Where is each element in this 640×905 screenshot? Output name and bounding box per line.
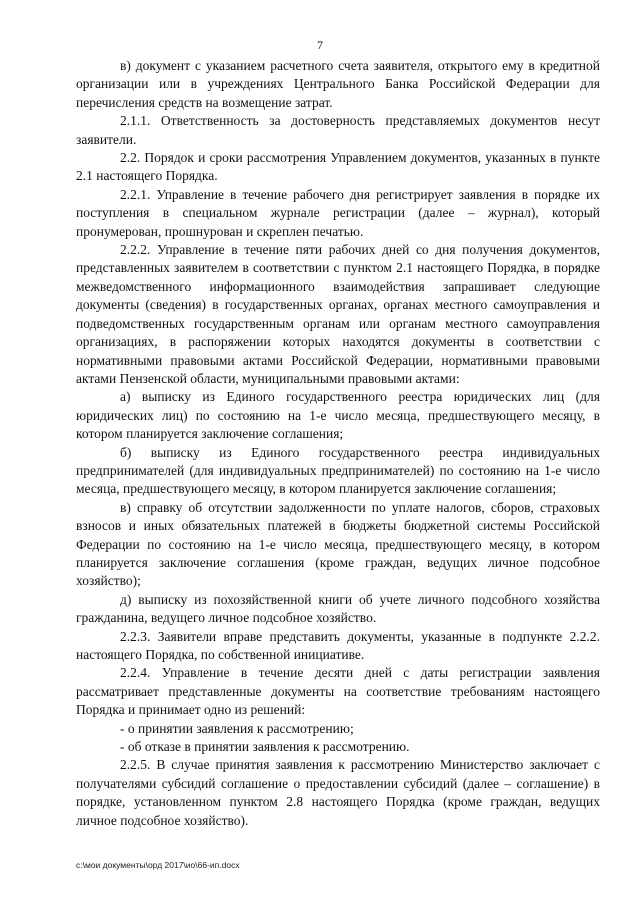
page-number: 7: [317, 38, 323, 52]
paragraph-3v-bank-account: в) документ с указанием расчетного счета заявителя, открытого ему в кредитной организации или в учреждениях Центрального Банка Российской Федерации для перечисления средств на возмещение затрат.: [76, 58, 600, 110]
paragraph-2-2-2: 2.2.2. Управление в течение пяти рабочих дней со дня получения документов, представленных заявителем в соответствии с пунктом 2.1 настоящего Порядка, в порядке межведомственного информационного взаимодействия запрашивает следующие документы (сведения) в государственных органах, органах местного самоуправления и подведомственных государственным органам или органам местного самоуправления организациях, в распоряжении которых находятся документы в соответствии с нормативными правовыми актами Российской Федерации, нормативными правовыми актами Пензенской области, муниципальными правовыми актами:: [76, 242, 600, 386]
paragraph-2-2-5: 2.2.5. В случае принятия заявления к рассмотрению Министерство заключает с получателями субсидий соглашение о предоставлении субсидий (далее – соглашение) в порядке, установленном пунктом 2.8 настоящего Порядка (кроме граждан, ведущих личное подсобное хозяйство).: [76, 757, 600, 828]
paragraph-2-2-1: 2.2.1. Управление в течение рабочего дня регистрирует заявления в порядке их поступления в специальном журнале регистрации (далее – журнал), который пронумерован, прошнурован и скреплен печатью.: [76, 186, 600, 239]
list-item-accept: - о принятии заявления к рассмотрению;: [120, 720, 354, 736]
paragraph-2-2-4: 2.2.4. Управление в течение десяти дней с даты регистрации заявления рассматривает представленные документы на соответствие требованиям настоящего Порядка и принимает одно из решений:: [76, 665, 600, 718]
footer-file-path: c:\мои документы\орд 2017\ио\66-ип.docx: [76, 860, 240, 870]
list-item-reject: - об отказе в принятии заявления к рассмотрению.: [120, 739, 410, 755]
paragraph-2-2-3: 2.2.3. Заявители вправе представить документы, указанные в подпункте 2.2.2. настоящего Порядка, по собственной инициативе.: [76, 628, 600, 662]
paragraph-2-2-2-v: в) справку об отсутствии задолженности по уплате налогов, сборов, страховых взносов и иных обязательных платежей в бюджеты бюджетной системы Российской Федерации по состоянию на 1-е число месяца, предшествующего месяцу, в котором планируется заключение соглашения (кроме граждан, ведущих личное подсобное хозяйство);: [76, 499, 600, 589]
paragraph-2-2-2-d: д) выписку из похозяйственной книги об учете личного подсобного хозяйства гражданина, ведущего личное подсобное хозяйство.: [76, 591, 600, 626]
paragraph-2-2: 2.2. Порядок и сроки рассмотрения Управлением документов, указанных в пункте 2.1 настоящего Порядка.: [76, 150, 600, 184]
paragraph-2-1-1: 2.1.1. Ответственность за достоверность представляемых документов несут заявители.: [76, 113, 600, 147]
paragraph-2-2-2-b: б) выписку из Единого государственного реестра индивидуальных предпринимателей (для индивидуальных предпринимателей) по состоянию на 1-е число месяца, предшествующего месяцу, в котором планируется заключение соглашения;: [76, 444, 600, 497]
document-body: [76, 57, 600, 830]
paragraph-2-2-2-a: а) выписку из Единого государственного реестра юридических лиц (для юридических лиц) по состоянию на 1-е число месяца, предшествующего месяцу, в котором планируется заключение соглашения;: [76, 389, 600, 442]
